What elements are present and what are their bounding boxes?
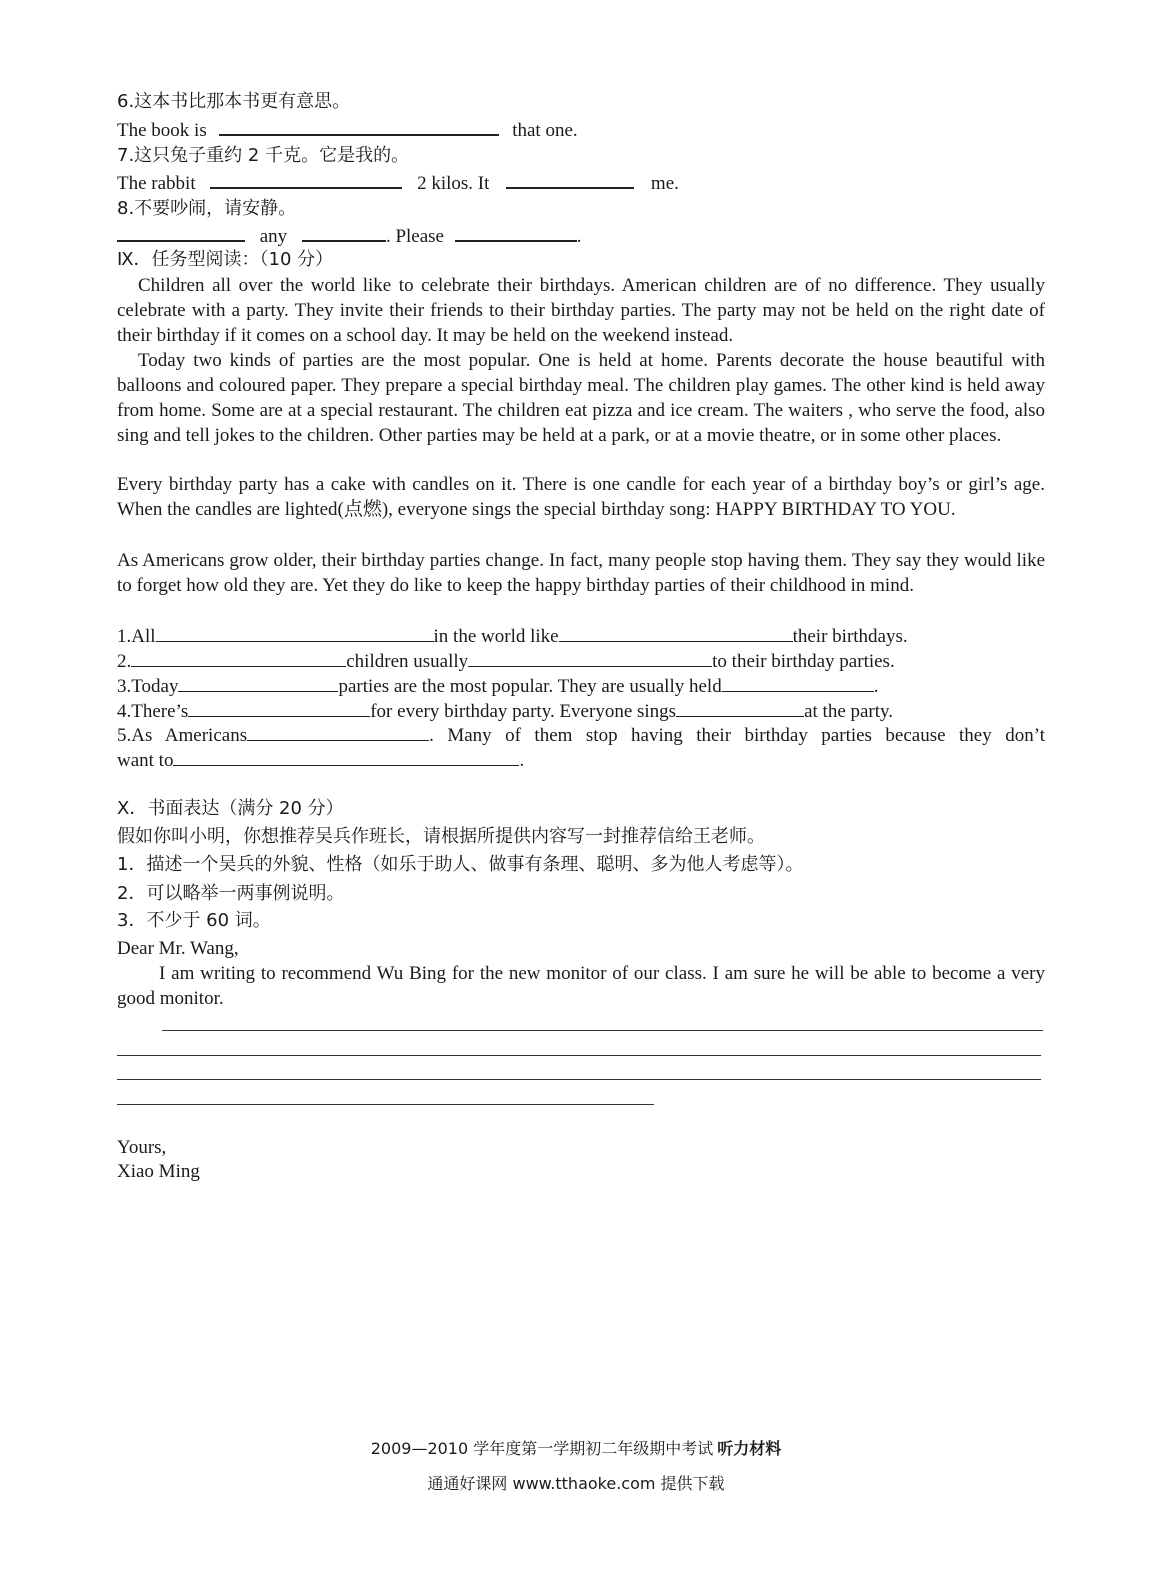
- footer-source: 通通好课网 www.tthaoke.com 提供下载: [427, 1474, 725, 1493]
- writing-requirement-2: 2．可以略举一两事例说明。: [117, 883, 345, 904]
- writing-line-4[interactable]: [117, 1104, 654, 1105]
- rq4-text-b: for every birthday party. Everyone sings: [370, 701, 677, 722]
- rq2-blank-2[interactable]: [468, 648, 712, 667]
- q6-text-b: that one.: [512, 120, 578, 141]
- q8-english: [117, 222, 1047, 249]
- reading-question-1: [117, 623, 1047, 649]
- q8-blank-3[interactable]: [455, 222, 577, 242]
- q6-text-a: The book is: [117, 120, 207, 141]
- reading-paragraph-2: Today two kinds of parties are the most popular. One is held at home. Parents decorate the house beautiful with balloons and coloured paper. They prepare a special birthday meal. The children play games. The other kind is held away from home. Some are at a special restaurant. The children eat pizza and ice cream. The waiters , who serve the food, also sing and tell jokes to the children. Other parties may be held at a park, or at a movie theatre, or in some other places.: [117, 350, 1045, 446]
- q8-text-a: any: [259, 226, 288, 247]
- letter-signature: Xiao Ming: [117, 1161, 200, 1182]
- writing-line-1[interactable]: [162, 1030, 1043, 1031]
- q7-blank-1[interactable]: [210, 169, 402, 189]
- rq5-text-c: want to: [117, 750, 174, 771]
- rq4-blank-2[interactable]: [676, 698, 804, 717]
- letter-salutation: Dear Mr. Wang,: [117, 938, 239, 959]
- reading-question-5-cont: [117, 747, 1047, 773]
- writing-prompt: 假如你叫小明，你想推荐吴兵作班长，请根据所提供内容写一封推荐信给王老师。: [117, 826, 765, 847]
- q8-text-c: .: [576, 226, 582, 247]
- footer-title: [0, 1436, 1152, 1459]
- q6-blank[interactable]: [219, 116, 499, 136]
- reading-question-5: [117, 722, 1045, 748]
- rq2-blank-1[interactable]: [131, 648, 346, 667]
- reading-question-2: [117, 648, 1047, 674]
- q8-blank-2[interactable]: [302, 222, 386, 242]
- writing-requirement-1: 1．描述一个吴兵的外貌、性格（如乐于助人、做事有条理、聪明、多为他人考虑等）。: [117, 854, 804, 875]
- letter-closing: Yours,: [117, 1137, 167, 1158]
- rq5-text-b: . Many of them stop having their birthday parties because they don’t: [429, 725, 1045, 746]
- rq4-blank-1[interactable]: [188, 698, 370, 717]
- q7-english: [117, 169, 1047, 196]
- writing-heading: Ⅹ．书面表达（满分 20 分）: [117, 798, 344, 819]
- reading-paragraph-3: Every birthday party has a cake with candles on it. There is one candle for each year of a birthday boy’s or girl’s age. When the candles are lighted(点燃), everyone sings the special birthday song: HAPPY BIRTHDAY TO YOU.: [117, 474, 1045, 520]
- letter-opening: I am writing to recommend Wu Bing for the new monitor of our class. I am sure he will be able to become a very good monitor.: [117, 963, 1045, 1009]
- rq3-blank-1[interactable]: [178, 673, 338, 692]
- footer-exam-title: 2009—2010 学年度第一学期初二年级期中考试: [370, 1439, 714, 1458]
- reading-heading: Ⅸ．任务型阅读：（10 分）: [117, 249, 334, 270]
- writing-line-2[interactable]: [117, 1055, 1041, 1056]
- q8-blank-1[interactable]: [117, 222, 245, 242]
- rq5-text-a: 5.As Americans: [117, 725, 248, 746]
- rq3-blank-2[interactable]: [722, 673, 874, 692]
- q7-text-c: me.: [650, 173, 679, 194]
- rq2-text-b: children usually: [346, 651, 469, 672]
- q7-chinese: 7.这只兔子重约 2 千克。它是我的。: [117, 145, 410, 166]
- rq3-text-b: parties are the most popular. They are usually held: [338, 676, 722, 697]
- rq5-blank-1[interactable]: [247, 722, 429, 741]
- rq5-text-d: .: [519, 750, 525, 771]
- reading-paragraph-1: Children all over the world like to celebrate their birthdays. American children are of no difference. They usually celebrate with a party. They invite their friends to their birthday parties. The party may not be held on the right date of their birthday if it comes on a school day. It may be held on the weekend instead.: [117, 275, 1045, 346]
- rq1-text-c: their birthdays.: [792, 626, 908, 647]
- writing-line-3[interactable]: [117, 1079, 1041, 1080]
- rq1-text-b: in the world like: [433, 626, 559, 647]
- rq3-text-a: 3.Today: [117, 676, 179, 697]
- q6-chinese: 6.这本书比那本书更有意思。: [117, 91, 351, 112]
- reading-question-3: [117, 673, 1047, 699]
- rq2-text-c: to their birthday parties.: [712, 651, 895, 672]
- rq3-text-c: .: [873, 676, 879, 697]
- rq1-blank-1[interactable]: [156, 623, 434, 642]
- rq1-blank-2[interactable]: [559, 623, 793, 642]
- q7-blank-2[interactable]: [506, 169, 634, 189]
- rq2-text-a: 2.: [117, 651, 132, 672]
- reading-question-4: [117, 698, 1047, 724]
- q7-text-b: 2 kilos. It: [417, 173, 490, 194]
- rq5-blank-2[interactable]: [173, 747, 519, 766]
- q7-text-a: The rabbit: [117, 173, 196, 194]
- q8-text-b: . Please: [385, 226, 444, 247]
- rq4-text-a: 4.There’s: [117, 701, 189, 722]
- writing-requirement-3: 3．不少于 60 词。: [117, 910, 271, 931]
- rq1-text-a: 1.All: [117, 626, 156, 647]
- q6-english: [117, 116, 1047, 143]
- reading-paragraph-4: As Americans grow older, their birthday parties change. In fact, many people stop having them. They say they would like to forget how old they are. Yet they do like to keep the happy birthday parties of their childhood in mind.: [117, 550, 1045, 596]
- q8-chinese: 8.不要吵闹，请安静。: [117, 198, 297, 219]
- rq4-text-c: at the party.: [804, 701, 894, 722]
- footer-material-label: 听力材料: [717, 1439, 782, 1458]
